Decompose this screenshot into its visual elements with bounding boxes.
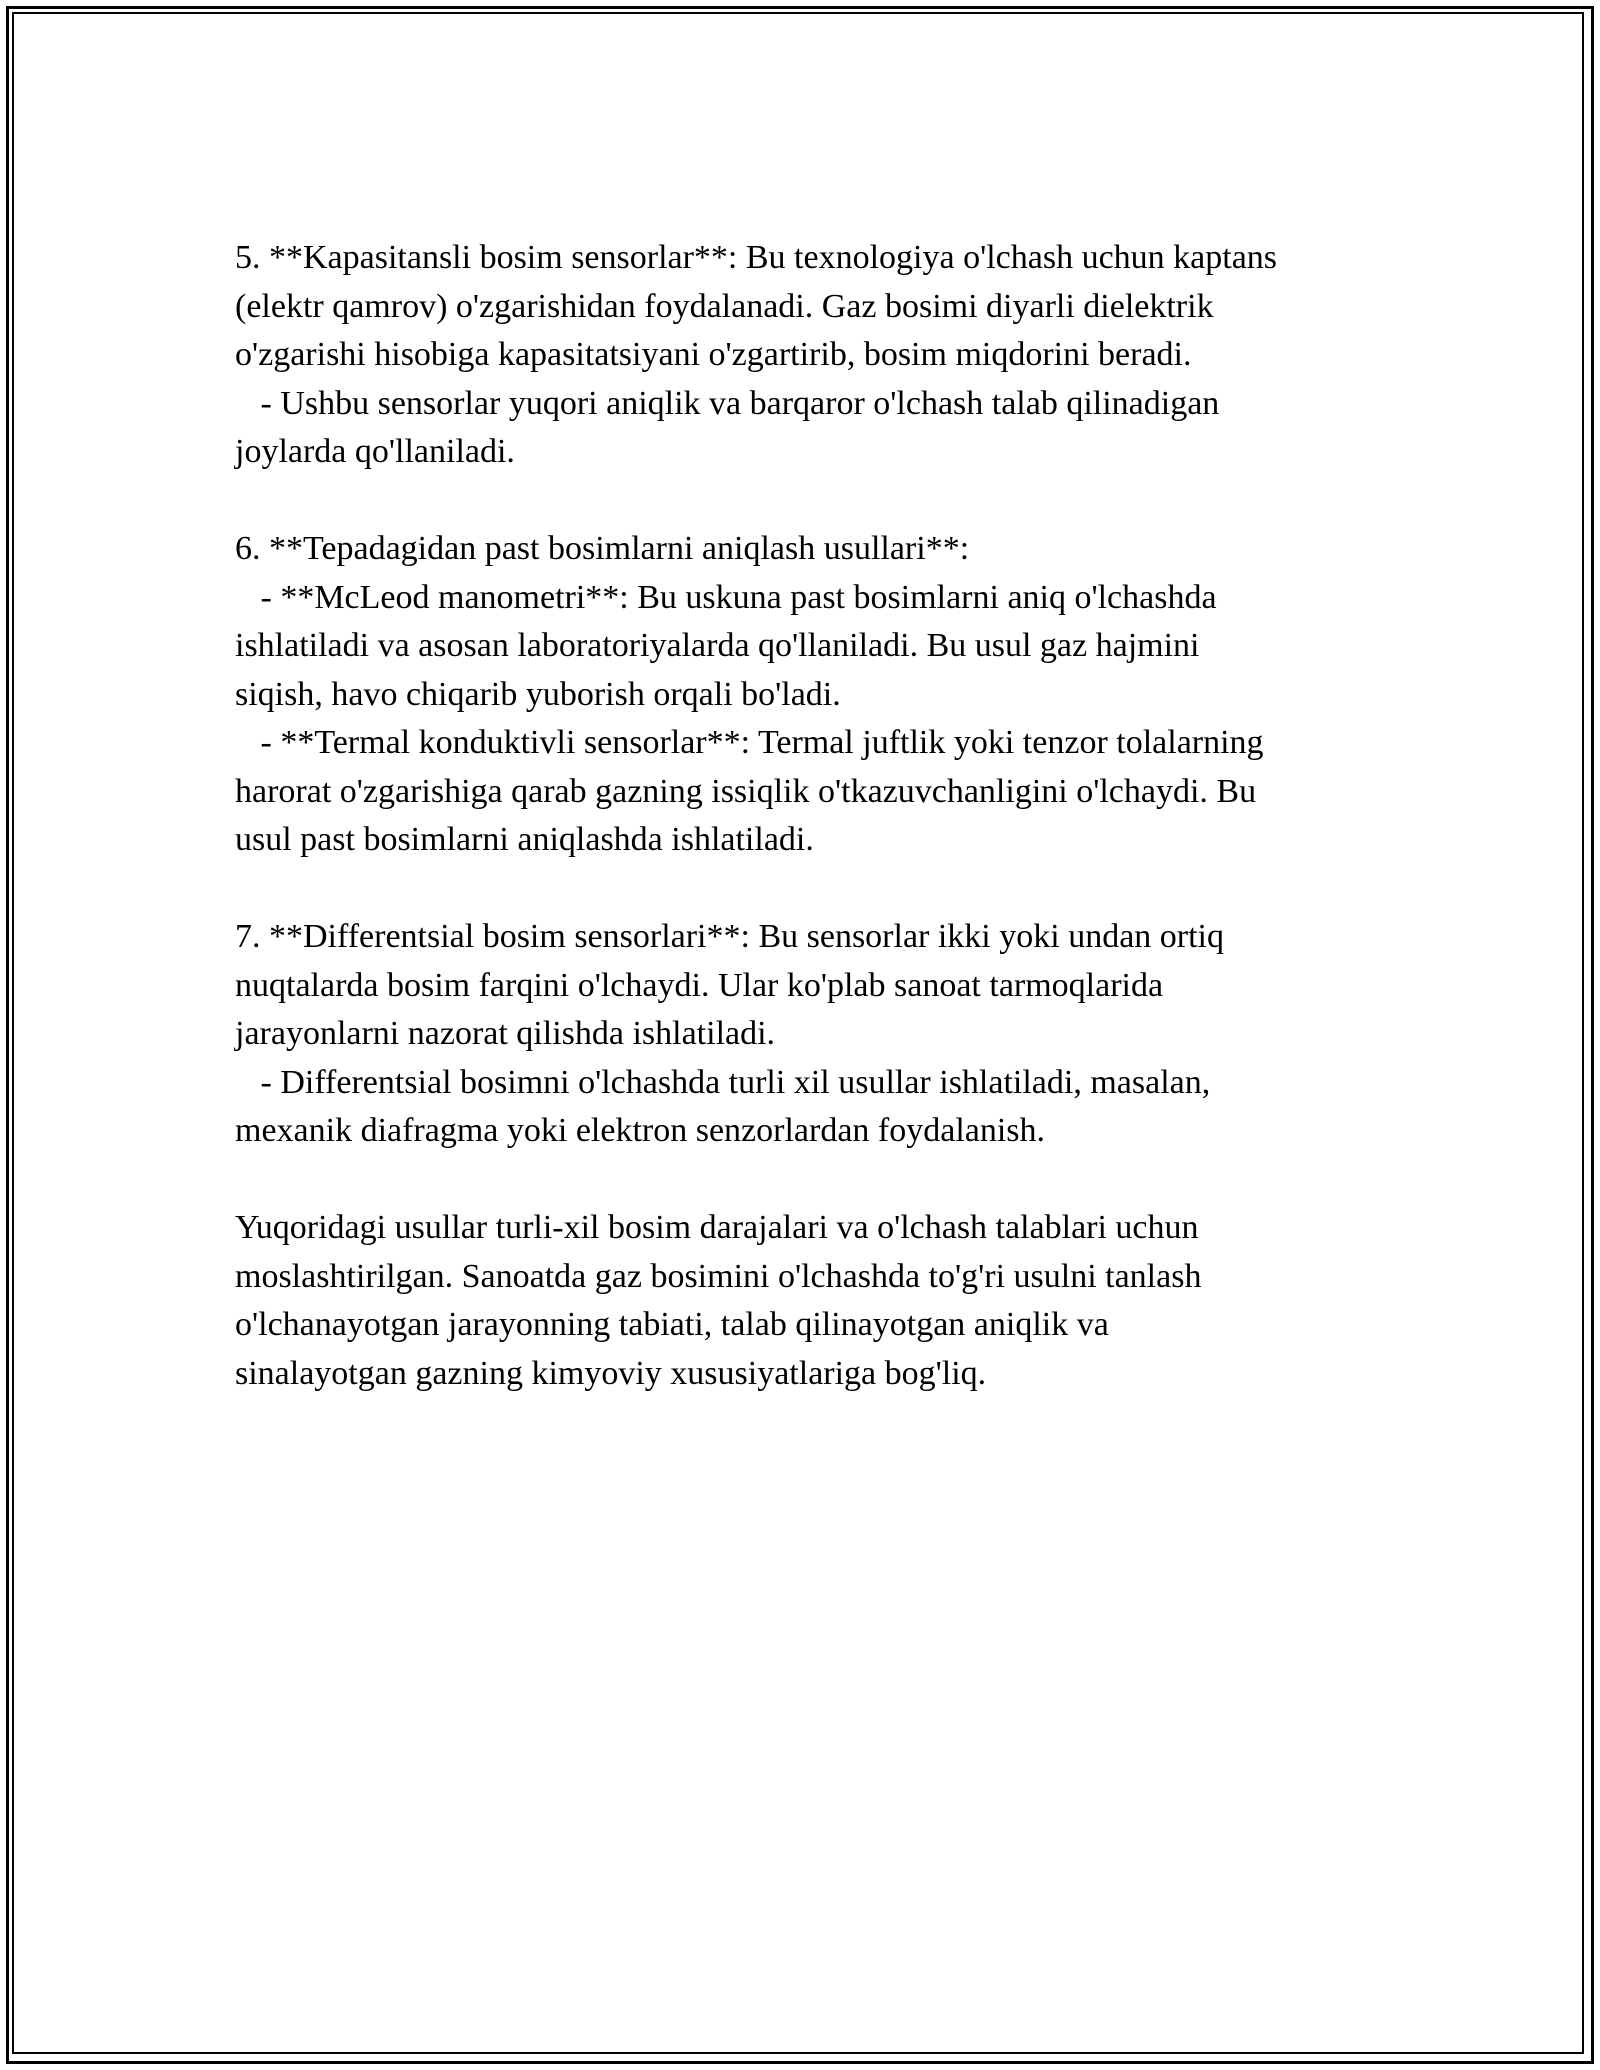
text-line: sinalayotgan gazning kimyoviy xususiyatlariga bog'liq. <box>235 1354 987 1392</box>
text-line: - Ushbu sensorlar yuqori aniqlik va barqaror o'lchash talab qilinadigan <box>235 384 1220 422</box>
section-differential-sensors <box>235 913 1375 1156</box>
document-body <box>235 234 1375 1398</box>
text-line: 5. **Kapasitansli bosim sensorlar**: Bu texnologiya o'lchash uchun kaptans <box>235 239 1278 276</box>
text-line: moslashtirilgan. Sanoatda gaz bosimini o'lchashda to'g'ri usulni tanlash <box>235 1257 1202 1295</box>
text-line: o'lchanayotgan jarayonning tabiati, talab qilinayotgan aniqlik va <box>235 1306 1109 1343</box>
text-line: nuqtalarda bosim farqini o'lchaydi. Ular ko'plab sanoat tarmoqlarida <box>235 966 1164 1004</box>
paragraph-gap <box>235 865 1375 914</box>
text-line: 7. **Differentsial bosim sensorlari**: Bu sensorlar ikki yoki undan ortiq <box>235 918 1225 955</box>
section-low-pressure-methods <box>235 525 1375 865</box>
text-line: jarayonlarni nazorat qilishda ishlatiladi. <box>235 1015 776 1052</box>
text-line: Yuqoridagi usullar turli-xil bosim darajalari va o'lchash talablari uchun <box>235 1209 1199 1246</box>
section-conclusion <box>235 1204 1375 1398</box>
text-line: o'zgarishi hisobiga kapasitatsiyani o'zgartirib, bosim miqdorini beradi. <box>235 336 1192 373</box>
text-line: usul past bosimlarni aniqlashda ishlatiladi. <box>235 821 814 858</box>
paragraph-gap <box>235 477 1375 526</box>
text-line: 6. **Tepadagidan past bosimlarni aniqlash usullari**: <box>235 530 970 567</box>
text-line: harorat o'zgarishiga qarab gazning issiqlik o'tkazuvchanligini o'lchaydi. Bu <box>235 772 1257 810</box>
text-line: ishlatiladi va asosan laboratoriyalarda qo'llaniladi. Bu usul gaz hajmini <box>235 627 1200 664</box>
text-line: (elektr qamrov) o'zgarishidan foydalanadi. Gaz bosimi diyarli dielektrik <box>235 287 1214 325</box>
text-line: joylarda qo'llaniladi. <box>235 433 515 470</box>
text-line: - **McLeod manometri**: Bu uskuna past bosimlarni aniq o'lchashda <box>235 578 1217 616</box>
text-line: siqish, havo chiqarib yuborish orqali bo'ladi. <box>235 675 841 713</box>
text-line: mexanik diafragma yoki elektron senzorlardan foydalanish. <box>235 1112 1046 1149</box>
paragraph-gap <box>235 1156 1375 1205</box>
section-capacitive-sensors <box>235 234 1375 477</box>
text-line: - **Termal konduktivli sensorlar**: Termal juftlik yoki tenzor tolalarning <box>235 724 1264 761</box>
text-line: - Differentsial bosimni o'lchashda turli xil usullar ishlatiladi, masalan, <box>235 1063 1211 1101</box>
